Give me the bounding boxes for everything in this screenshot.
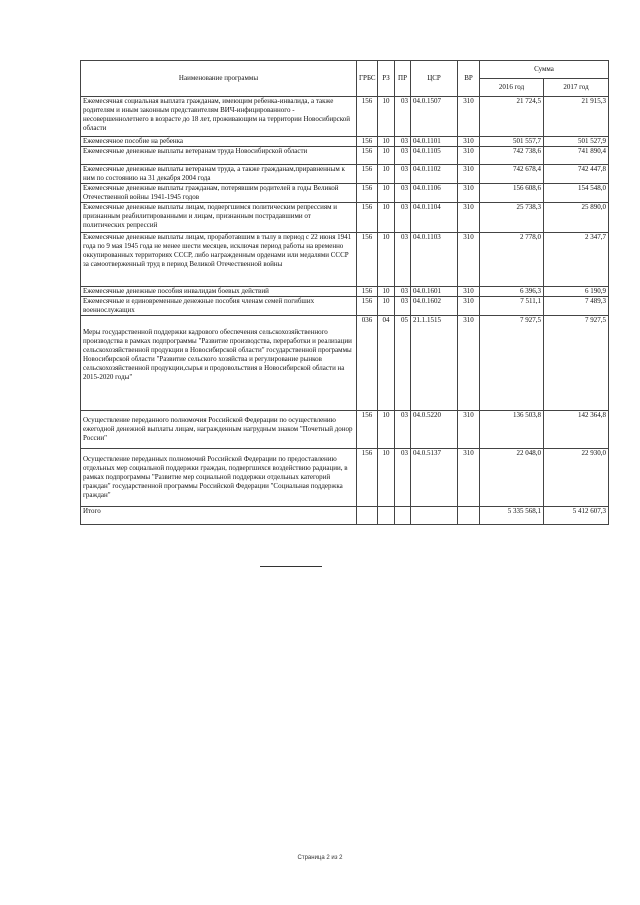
row-csr: 04.0.1102 [411, 165, 458, 184]
row-vr: 310 [458, 97, 480, 137]
row-name: Ежемесячная социальная выплата гражданам, имеющим ребенка-инвалида, а также родителям и иным законным представителям ВИЧ-инфицированного - несовершеннолетнего в возрасте до 18 лет, проживающим на территории Новосибирской области [81, 97, 357, 137]
table-body [81, 97, 609, 507]
row-vr: 310 [458, 316, 480, 411]
row-2017: 154 548,0 [544, 184, 609, 203]
table-row [81, 165, 609, 184]
row-2017: 7 489,3 [544, 297, 609, 316]
row-pr: 03 [395, 184, 411, 203]
row-rz: 10 [378, 449, 395, 507]
header-2017: 2017 год [544, 79, 609, 97]
row-csr: 04.0.5220 [411, 411, 458, 449]
table-row [81, 137, 609, 147]
row-rz: 10 [378, 184, 395, 203]
header-csr: ЦСР [411, 61, 458, 97]
row-name: Ежемесячные денежные выплаты лицам, проработавшим в тылу в период с 22 июня 1941 года по 9 мая 1945 года не менее шести месяцев, исключая период работы на временно оккупированных территориях СССР, либо награжденным орденами или медалями СССР за самоотверженный труд в период Великой Отечественной войны [81, 233, 357, 287]
row-csr: 04.0.1101 [411, 137, 458, 147]
row-2017: 7 927,5 [544, 316, 609, 411]
separator-line [260, 566, 322, 567]
row-2017: 22 930,0 [544, 449, 609, 507]
row-pr: 03 [395, 233, 411, 287]
row-2016: 7 511,1 [480, 297, 544, 316]
row-csr: 04.0.1103 [411, 233, 458, 287]
row-csr: 21.1.1515 [411, 316, 458, 411]
row-2017: 501 527,9 [544, 137, 609, 147]
header-vr: ВР [458, 61, 480, 97]
row-rz: 10 [378, 287, 395, 297]
row-csr: 04.0.1601 [411, 287, 458, 297]
row-pr: 03 [395, 449, 411, 507]
row-name: Ежемесячные денежные выплаты ветеранам труда Новосибирской области [81, 147, 357, 165]
row-rz: 10 [378, 203, 395, 233]
row-name: Ежемесячные денежные выплаты лицам, подвергшимся политическим репрессиям и признанным реабилитированными и лицам, признанным пострадавшими от политических репрессий [81, 203, 357, 233]
table-row [81, 297, 609, 316]
header-name: Наименование программы [81, 61, 357, 97]
row-name: Ежемесячное пособие на ребенка [81, 137, 357, 147]
header-sum: Сумма [480, 61, 609, 79]
row-vr: 310 [458, 147, 480, 165]
header-grbs: ГРБС [357, 61, 378, 97]
row-vr: 310 [458, 184, 480, 203]
row-name: Меры государственной поддержки кадрового обеспечения сельскохозяйственного производства в рамках подпрограммы "Развитие производства, переработки и реализации сельскохозяйственной продукции в Новосибирской области" государственной программы Новосибирской области "Развитие сельского хозяйства и регулирование рынков сельскохозяйственной продукции,сырья и продовольствия в Новосибирской области на 2015-2020 годы" [81, 316, 357, 411]
header-rz: РЗ [378, 61, 395, 97]
row-csr: 04.0.1602 [411, 297, 458, 316]
row-pr: 03 [395, 137, 411, 147]
total-2016: 5 335 568,1 [480, 507, 544, 525]
row-2016: 2 778,0 [480, 233, 544, 287]
row-vr: 310 [458, 449, 480, 507]
row-grbs: 156 [357, 147, 378, 165]
row-rz: 04 [378, 316, 395, 411]
row-vr: 310 [458, 297, 480, 316]
row-rz: 10 [378, 147, 395, 165]
row-2017: 6 190,9 [544, 287, 609, 297]
table-row [81, 233, 609, 287]
row-2017: 142 364,8 [544, 411, 609, 449]
row-2016: 25 738,3 [480, 203, 544, 233]
table-row [81, 287, 609, 297]
row-2017: 741 890,4 [544, 147, 609, 165]
row-2016: 156 608,6 [480, 184, 544, 203]
row-vr: 310 [458, 203, 480, 233]
table-row [81, 97, 609, 137]
row-csr: 04.0.1105 [411, 147, 458, 165]
table-row [81, 184, 609, 203]
row-name: Ежемесячные денежные пособия инвалидам боевых действий [81, 287, 357, 297]
page-number: Страница 2 из 2 [297, 855, 343, 861]
header-pr: ПР [395, 61, 411, 97]
row-csr: 04.0.1104 [411, 203, 458, 233]
row-pr: 05 [395, 316, 411, 411]
total-row [81, 507, 609, 525]
row-grbs: 156 [357, 297, 378, 316]
row-2016: 21 724,5 [480, 97, 544, 137]
row-vr: 310 [458, 411, 480, 449]
row-rz: 10 [378, 297, 395, 316]
row-vr: 310 [458, 233, 480, 287]
row-2016: 6 396,3 [480, 287, 544, 297]
row-name: Осуществление переданного полномочия Российской Федерации по осуществлению ежегодной денежной выплаты лицам, награжденным нагрудным знаком "Почетный донор России" [81, 411, 357, 449]
row-2016: 501 557,7 [480, 137, 544, 147]
row-2016: 742 678,4 [480, 165, 544, 184]
row-2016: 742 738,6 [480, 147, 544, 165]
table-row [81, 147, 609, 165]
row-grbs: 156 [357, 411, 378, 449]
row-2016: 7 927,5 [480, 316, 544, 411]
row-vr: 310 [458, 165, 480, 184]
table-row [81, 449, 609, 507]
row-2017: 21 915,3 [544, 97, 609, 137]
row-pr: 03 [395, 165, 411, 184]
row-2016: 22 048,0 [480, 449, 544, 507]
row-rz: 10 [378, 165, 395, 184]
row-rz: 10 [378, 233, 395, 287]
row-vr: 310 [458, 287, 480, 297]
row-grbs: 156 [357, 233, 378, 287]
table-row [81, 316, 609, 411]
row-pr: 03 [395, 147, 411, 165]
row-pr: 03 [395, 203, 411, 233]
row-grbs: 156 [357, 137, 378, 147]
row-grbs: 156 [357, 449, 378, 507]
row-rz: 10 [378, 97, 395, 137]
total-label: Итого [81, 507, 357, 525]
row-pr: 03 [395, 287, 411, 297]
row-csr: 04.0.1507 [411, 97, 458, 137]
row-grbs: 156 [357, 287, 378, 297]
row-rz: 10 [378, 411, 395, 449]
row-2017: 25 890,0 [544, 203, 609, 233]
total-2017: 5 412 607,3 [544, 507, 609, 525]
row-vr: 310 [458, 137, 480, 147]
row-grbs: 036 [357, 316, 378, 411]
row-csr: 04.0.5137 [411, 449, 458, 507]
row-grbs: 156 [357, 184, 378, 203]
row-pr: 03 [395, 97, 411, 137]
row-2017: 2 347,7 [544, 233, 609, 287]
row-grbs: 156 [357, 97, 378, 137]
header-2016: 2016 год [480, 79, 544, 97]
row-2016: 136 503,8 [480, 411, 544, 449]
row-pr: 03 [395, 411, 411, 449]
row-name: Осуществление переданных полномочий Российской Федерации по предоставлению отдельных мер социальной поддержки граждан, подвергшихся воздействию радиации, в рамках подпрограммы "Развитие мер социальной поддержки отдельных категорий граждан" государственной программы Российской Федерации "Социальная поддержка граждан" [81, 449, 357, 507]
row-csr: 04.0.1106 [411, 184, 458, 203]
row-name: Ежемесячные денежные выплаты гражданам, потерявшим родителей в годы Великой Отечественной войны 1941-1945 годов [81, 184, 357, 203]
row-rz: 10 [378, 137, 395, 147]
row-name: Ежемесячные денежные выплаты ветеранам труда, а также гражданам,приравненным к ним по состоянию на 31 декабря 2004 года [81, 165, 357, 184]
row-grbs: 156 [357, 203, 378, 233]
table-row [81, 203, 609, 233]
program-table [80, 60, 609, 525]
row-pr: 03 [395, 297, 411, 316]
row-grbs: 156 [357, 165, 378, 184]
row-name: Ежемесячные и единовременные денежные пособия членам семей погибших военнослужащих [81, 297, 357, 316]
row-2017: 742 447,8 [544, 165, 609, 184]
table-row [81, 411, 609, 449]
